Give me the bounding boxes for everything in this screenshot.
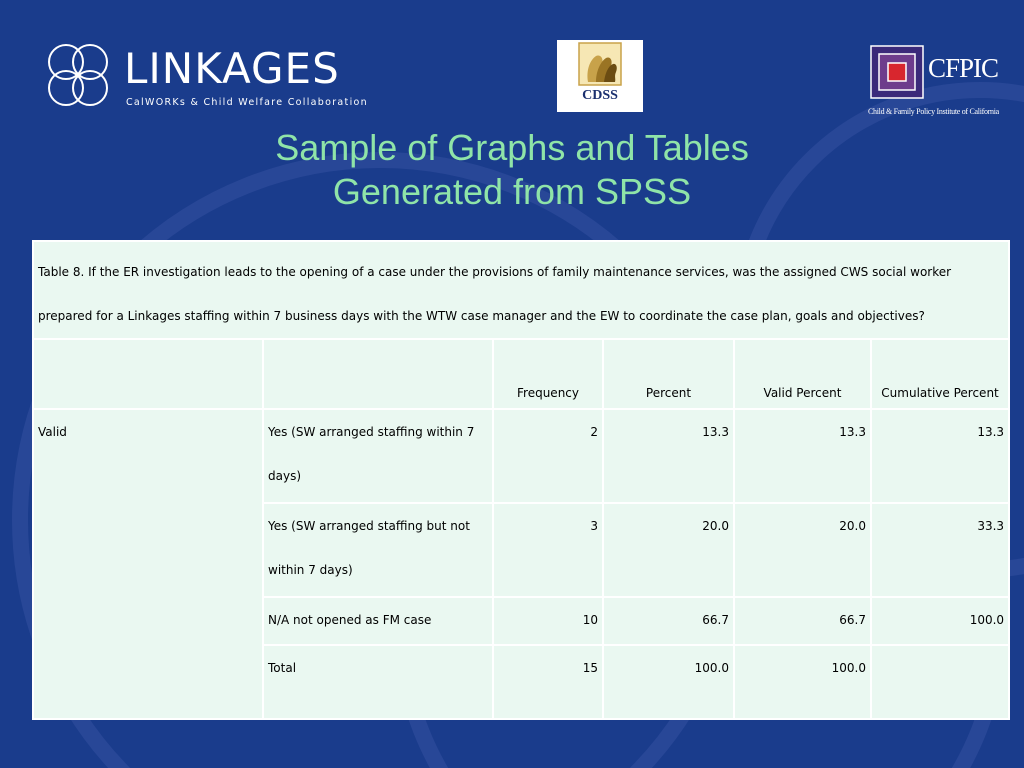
cell-frequency: 10 bbox=[493, 597, 603, 645]
cell-cumulative-percent: 33.3 bbox=[871, 503, 1009, 597]
cdss-logo bbox=[557, 40, 643, 112]
cell-cumulative-percent: 13.3 bbox=[871, 409, 1009, 503]
slide-title bbox=[160, 126, 864, 214]
cell-valid-percent: 13.3 bbox=[734, 409, 871, 503]
header-percent: Percent bbox=[603, 339, 734, 409]
slide-title-line-2: Generated from SPSS bbox=[332, 171, 692, 212]
cfpic-logo bbox=[868, 45, 998, 121]
cell-valid-percent: 100.0 bbox=[734, 645, 871, 719]
cdss-wordmark: CDSS bbox=[582, 88, 618, 103]
cell-frequency: 15 bbox=[493, 645, 603, 719]
cell-percent: 100.0 bbox=[603, 645, 734, 719]
header-frequency: Frequency bbox=[493, 339, 603, 409]
spss-frequency-table bbox=[32, 240, 1010, 720]
cfpic-squares-icon bbox=[870, 45, 924, 99]
cell-cumulative-percent: 100.0 bbox=[871, 597, 1009, 645]
group-label-valid: Valid bbox=[33, 409, 263, 719]
header-cell bbox=[33, 339, 263, 409]
cell-percent: 13.3 bbox=[603, 409, 734, 503]
row-label: Total bbox=[263, 645, 493, 719]
row-label: Yes (SW arranged staffing but not within 7 days) bbox=[263, 503, 493, 597]
row-label: N/A not opened as FM case bbox=[263, 597, 493, 645]
cell-frequency: 2 bbox=[493, 409, 603, 503]
cfpic-wordmark: CFPIC bbox=[928, 53, 999, 83]
table-caption: Table 8. If the ER investigation leads to the opening of a case under the provisions of family maintenance services, was the assigned CWS social worker prepared for a Linkages staffing within 7 business days with the WTW case manager and the EW to coordinate the case plan, goals and objectives? bbox=[33, 241, 1009, 339]
linkages-rings-icon bbox=[44, 42, 120, 110]
header-cumulative-percent: Cumulative Percent bbox=[871, 339, 1009, 409]
linkages-wordmark: LINKAGES bbox=[124, 44, 340, 93]
cdss-faces-icon bbox=[578, 42, 622, 86]
table-row bbox=[33, 409, 1009, 503]
linkages-logo bbox=[44, 40, 368, 112]
cell-cumulative-percent bbox=[871, 645, 1009, 719]
slide-title-line-1: Sample of Graphs and Tables bbox=[275, 127, 749, 168]
cell-frequency: 3 bbox=[493, 503, 603, 597]
cfpic-subtitle: Child & Family Policy Institute of California bbox=[868, 107, 999, 116]
cell-valid-percent: 66.7 bbox=[734, 597, 871, 645]
linkages-tagline: CalWORKs & Child Welfare Collaboration bbox=[126, 97, 368, 108]
header-cell bbox=[263, 339, 493, 409]
cell-percent: 20.0 bbox=[603, 503, 734, 597]
cell-percent: 66.7 bbox=[603, 597, 734, 645]
row-label: Yes (SW arranged staffing within 7 days) bbox=[263, 409, 493, 503]
cell-valid-percent: 20.0 bbox=[734, 503, 871, 597]
header-valid-percent: Valid Percent bbox=[734, 339, 871, 409]
